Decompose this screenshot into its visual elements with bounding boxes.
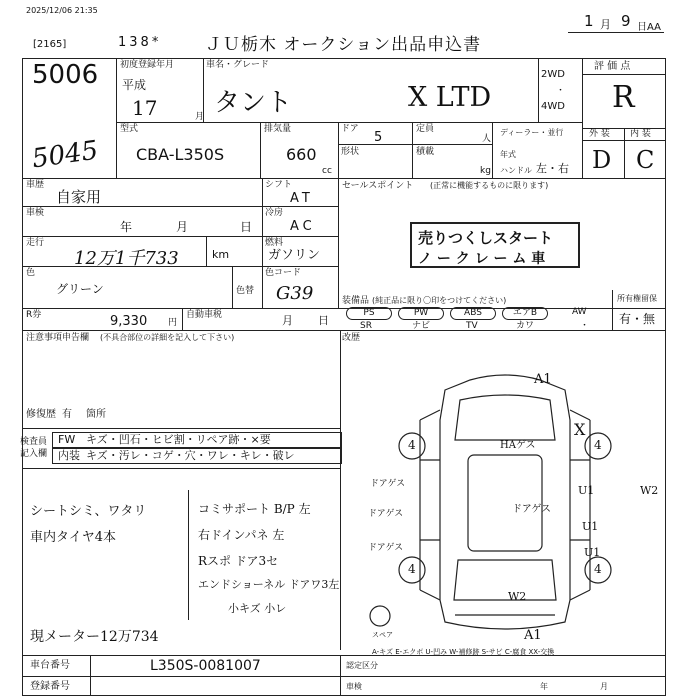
history-label: 改歴	[342, 333, 361, 343]
first-reg-label: 初度登録年月	[120, 60, 175, 70]
handle-value: 左・右	[536, 162, 569, 175]
doors-value: 5	[374, 130, 383, 145]
chassis-value: L350S-0081007	[150, 658, 261, 674]
color-code-label: 色コード	[265, 268, 302, 278]
month-value: 1	[584, 12, 594, 30]
hw-right2: 右ドインパネ 左	[198, 528, 285, 542]
spare-label: スペア	[372, 631, 393, 639]
color-label: 色	[26, 268, 36, 278]
hw-left2: 車内タイヤ4本	[30, 530, 117, 545]
color-value: グリーン	[56, 282, 104, 296]
dealer-label: ディーラー・並行	[500, 128, 564, 137]
mark-side2: ドアゲス	[368, 509, 404, 519]
mark-circle4-rr: 4	[594, 562, 602, 576]
model-year-label: 年式	[500, 150, 516, 159]
first-reg-month: 月	[195, 112, 205, 122]
mark-center: ドアゲス	[512, 504, 551, 515]
ownership-value: 有・無	[619, 312, 656, 326]
mark-w2-bottom: W2	[508, 590, 527, 603]
inspector-fw: FW	[58, 433, 76, 446]
equip-pw: PW	[398, 307, 444, 320]
mark-u1-a: U1	[578, 484, 595, 497]
inspector-row2-text: キズ・汚レ・コゲ・穴・ワレ・キレ・破レ	[86, 449, 295, 462]
mark-side1: ドアゲス	[370, 479, 406, 489]
shift-value: AT	[290, 191, 314, 206]
mark-a1-bottom: A1	[524, 628, 542, 643]
interior-grade: C	[636, 146, 655, 174]
inspection-label: 車検	[26, 208, 45, 218]
equip-dot: ・	[580, 321, 590, 331]
car-diagram	[350, 360, 660, 650]
stamp-line1: 売りつくしスタート	[418, 229, 554, 247]
handle-label: ハンドル	[500, 166, 532, 175]
load-label: 積載	[416, 147, 435, 157]
bottom-label1: 認定区分	[346, 661, 378, 670]
mark-side3: ドアゲス	[368, 543, 404, 553]
equip-navi: ナビ	[412, 321, 431, 331]
id-mid: 138*	[118, 35, 162, 50]
recycle-value: 9,330	[110, 314, 148, 329]
inspector-interior: 内装	[58, 449, 80, 462]
displacement-unit: cc	[322, 166, 332, 176]
fuel-label: 燃料	[265, 238, 284, 248]
car-name-label: 車名・グレード	[206, 60, 270, 70]
day-unit: 日AA	[637, 22, 661, 33]
displacement-label: 排気量	[264, 124, 292, 134]
hw-right1: コミサポート B/P 左	[198, 502, 311, 516]
mark-rear: HAゲス	[500, 440, 536, 451]
inspector-label1: 検査員	[20, 437, 48, 447]
first-reg-era: 平成	[122, 78, 147, 92]
sales-point-note: (正常に機能するものに限ります)	[430, 181, 549, 190]
inspector-label2: 記入欄	[20, 449, 48, 459]
registration-label: 登録番号	[30, 681, 70, 692]
day-value: 9	[621, 12, 631, 30]
equip-airbag: エアB	[502, 307, 548, 320]
month-unit: 月	[600, 18, 611, 31]
model-value: CBA-L350S	[136, 145, 225, 164]
lot-handwritten: 5045	[30, 135, 100, 175]
hw-left1: シートシミ、ワタリ	[30, 504, 147, 519]
load-unit: kg	[480, 166, 491, 176]
shift-label: シフト	[265, 180, 293, 190]
tax-label: 自動車税	[186, 310, 223, 320]
tax-day: 日	[318, 314, 329, 327]
bottom-label2: 車検	[346, 682, 362, 691]
repair-unit: 箇所	[86, 409, 106, 420]
car-name: タント	[214, 88, 293, 118]
stamp-line2: ノ ー ク レ ー ム 車	[418, 251, 546, 267]
drive-dot: ・	[556, 86, 566, 96]
equip-tv: TV	[466, 321, 478, 331]
equip-aw: AW	[572, 307, 587, 317]
mark-u1-c: U1	[584, 546, 601, 559]
drive-4wd: 4WD	[541, 101, 565, 112]
displacement-value: 660	[286, 145, 317, 164]
hw-left3: 現メーター12万734	[30, 629, 159, 645]
inspection-year: 年	[120, 220, 133, 234]
capacity-unit: 人	[482, 134, 492, 144]
usage-label: 車歴	[26, 180, 45, 190]
interior-label: 内 装	[630, 129, 651, 139]
usage-value: 自家用	[56, 188, 102, 206]
lot-number: 5006	[32, 60, 99, 90]
bottom-label3: 年	[540, 682, 548, 691]
mark-circle4-fl: 4	[408, 438, 416, 452]
equip-abs: ABS	[450, 307, 496, 320]
tax-month: 月	[282, 314, 293, 327]
hw-right3: Rスポ ドア3セ	[198, 554, 279, 568]
grade-value: R	[612, 80, 635, 115]
equip-leather: カワ	[516, 321, 535, 331]
page-title: ＪＵ栃木 オークション出品申込書	[205, 35, 482, 55]
mark-x: X	[574, 420, 586, 439]
drive-2wd: 2WD	[541, 69, 565, 80]
sales-point-label: セールスポイント	[342, 181, 414, 191]
color-code-value: G39	[276, 283, 314, 304]
inspector-row1-text: キズ・凹石・ヒビ割・リペア跡・×要	[86, 433, 271, 446]
equip-ps: PS	[346, 307, 392, 320]
repair-label: 修復歴	[26, 409, 56, 420]
mark-circle4-rl: 4	[408, 562, 416, 576]
timestamp: 2025/12/06 21:35	[26, 6, 98, 15]
mileage-value: 12万1千733	[74, 248, 179, 269]
inspection-day: 日	[240, 220, 253, 234]
bottom-label4: 月	[600, 682, 608, 691]
equipment-note: (純正品に限り〇印をつけてください)	[372, 296, 507, 305]
mileage-label: 走行	[26, 238, 45, 248]
notes-note: (不具合部位の詳細を記入して下さい)	[100, 333, 235, 342]
ownership-label: 所有権留保	[617, 294, 657, 303]
notes-label: 注意事項申告欄	[26, 333, 90, 343]
shape-label: 形状	[341, 147, 360, 157]
mark-w2-right: W2	[640, 484, 659, 497]
cooling-value: AC	[290, 219, 316, 234]
grade-label: 評 価 点	[594, 61, 631, 72]
mark-circle4-fr: 4	[594, 438, 602, 452]
recycle-label: R券	[26, 310, 42, 320]
recycle-unit: 円	[168, 318, 178, 328]
exterior-grade: D	[592, 146, 612, 174]
inspection-month: 月	[176, 220, 189, 234]
repair-value: 有	[62, 409, 72, 420]
chassis-label: 車台番号	[30, 660, 70, 671]
color-change-label: 色替	[236, 286, 255, 296]
mileage-unit: km	[212, 248, 230, 261]
damage-legend: A-キズ E-エクボ U-凹み W-補修跡 S-サビ C-腐食 XX-交換	[372, 648, 555, 656]
capacity-label: 定員	[416, 124, 435, 134]
hw-right5: 小キズ 小レ	[228, 602, 287, 615]
car-grade: X LTD	[408, 82, 492, 113]
equip-sr: SR	[360, 321, 372, 331]
mark-u1-b: U1	[582, 520, 599, 533]
first-reg-year: 17	[132, 96, 158, 120]
hw-right4: エンドショーネル ドアワ3左	[198, 578, 340, 591]
exterior-label: 外 装	[589, 129, 610, 139]
id-left: [2165]	[33, 39, 67, 50]
mark-a1-top: A1	[534, 372, 552, 387]
fuel-value: ガソリン	[268, 248, 321, 263]
cooling-label: 冷房	[265, 208, 284, 218]
model-label: 型式	[120, 124, 139, 134]
equipment-label: 装備品	[342, 296, 370, 306]
doors-label: ドア	[341, 124, 359, 134]
